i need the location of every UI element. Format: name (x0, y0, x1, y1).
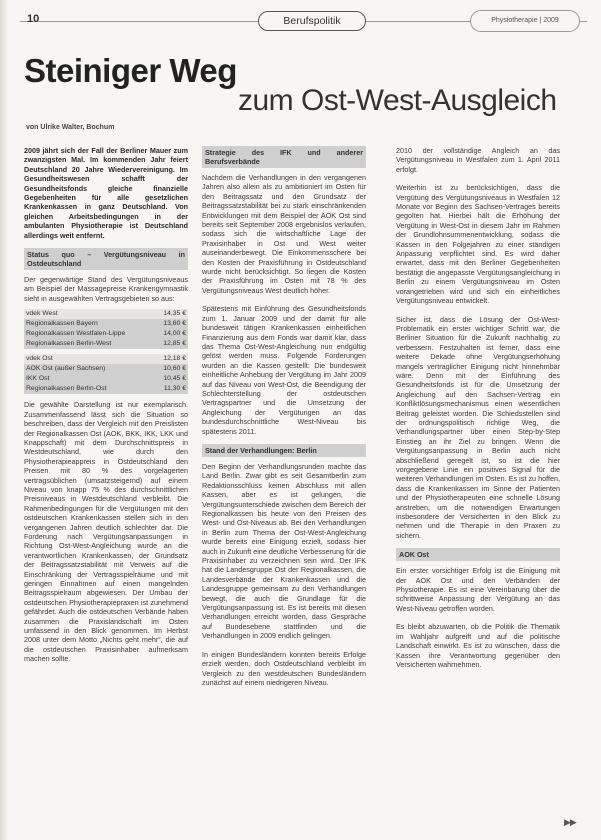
price-table-value: 14,35 € (154, 309, 188, 319)
price-table-label: IKK Ost (24, 374, 154, 384)
price-table-label: Regionalkassen Berlin-West (24, 339, 154, 349)
price-table-value: 12,85 € (154, 339, 188, 349)
price-table-row (24, 364, 188, 374)
paragraph: In einigen Bundesländern konnten bereits Erfolge erzielt werden, doch Ostdeutschland verbleibt im Vergleich zu den westdeutschen Bundesländern zunächst auf einem niedrigeren Niveau. (202, 649, 366, 687)
price-table-row (24, 309, 188, 319)
column-2 (202, 146, 366, 687)
subheading-aok-ost: AOK Ost (396, 548, 560, 561)
lead-paragraph: 2009 jährt sich der Fall der Berliner Mauer zum zwanzigsten Mal. Im kommenden Jahr feiert Deutschland 20 Jahre Wiedervereinigung. Im Gesundheitswesen schafft der Gesundheitsfonds gleiche finanzielle Gegebenheiten für alle gesetzlichen Krankenkassen in ganz Deutschland. Von gleichen Arbeitsbedingungen in der ambulanten Physiotherapie ist Deutschland allerdings weit entfernt. (24, 146, 188, 240)
price-table-label: vdek West (24, 309, 154, 319)
page-number: 10 (27, 13, 40, 25)
price-table-label: Regionalkassen Berlin-Ost (24, 384, 154, 394)
price-table-label: AOK Ost (außer Sachsen) (24, 364, 154, 374)
article-author: von Ulrike Walter, Bochum (26, 124, 115, 131)
price-table-row (24, 374, 188, 384)
paragraph: 2010 der vollständige Angleich an das Vergütungsniveau in Westfalen zum 1. April 2011 erfolgt. (396, 146, 560, 174)
paragraph: Der gegenwärtige Stand des Vergütungsniveaus am Beispiel der Massagepreise Krankengymnastik sieht in ausgewählten Vertragsgebieten so aus: (24, 275, 188, 303)
continue-arrows-icon: ▶▶ (564, 817, 576, 827)
paragraph: Ein erster vorsichtiger Erfolg ist die Einigung mit der AOK Ost und den Verbänden der Physiotherapie. Es ist eine Vereinbarung über die schrittweise Anpassung der Vergütung an das West-Niveau getroffen worden. (396, 566, 560, 613)
magazine-label: Physiotherapie | 2009 (470, 10, 580, 32)
paragraph: Die gewählte Darstellung ist nur exemplarisch. Zusammenfassend lässt sich die Situation so beschreiben, dass der Vergleich mit den Preislisten der Regionalkassen Ost (AOK, BKK, IKK, LKK und Knappschaft) mit dem Durchschnittspreis in Westdeutschland, wie durch den Physiotherapieappreis in Ostdeutschland den Preisen mit 80 % des vorgelagerten vertragsüblichen (umsatzsteigernd) auf einem Niveau von knapp 75 % des durchschnittlichen Preisniveaus in Westdeutschland verbleibt. Die Rahmenbedingungen für die Vergütungen mit den ostdeutschen Krankenkassen stellen sich in den vergangenen Jahren deutlich schlechter dar. Die Forderung nach Vergütungsanpassungen in Richtung Ost-West-Angleichung wurde an die verantwortlichen Krankenkassen, der Grundsatz der Beitragssatzstabilität mit Verweis auf die Einschränkung der Vertragsspielräume und mit geringen Einnahmen auf einen mangelnden Beitragsspielraum abgewiesen. Der Umbau der ostdeutschen Physiotherapiepraxen ist zunehmend gefährdet. Auch die ostdeutschen Verbände haben zusammen die Praxislandschaft im Osten umfassend in den Blick genommen. Im Herbst 2008 unter dem Motto „Nichts geht mehr“, die auf die ostdeutschen Praxisinhaber aufmerksam machen sollte. (24, 400, 188, 664)
price-table-value: 13,60 € (154, 319, 188, 329)
price-table-value: 10,60 € (154, 364, 188, 374)
price-table-label: Regionalkassen Westfalen-Lippe (24, 329, 154, 339)
paragraph: Weiterhin ist zu berücksichtigen, dass die Vergütung des Vergütungsniveaus in Westfalen 12 Monate vor Beginn des Sachsen-Vertrages bereits gegolten hat. Hierbei hält die Erhöhung der Vergütung in West-Ost in diesem Jahr im Rahmen der Grundlohnsummenentwicklung, sodass die Kassen in den Folgejahren zu einer ständigen Anpassung verpflichtet sind. Es wird daher erwartet, dass mit den Berliner Gegebenheiten bestätigt die angepasste Vergütungsangleichung in Berlin zu einem Vergütungsniveau im Osten vorangetrieben wird und sich ein einheitliches Vergütungsniveau entwickelt. (396, 183, 560, 306)
price-table-value: 12,18 € (154, 354, 188, 364)
subheading-status-quo: Status quo – Vergütungsniveau in Ostdeutschland (24, 248, 188, 270)
article-title-line2: zum Ost-West-Ausgleich (238, 84, 557, 117)
section-label: Berufspolitik (258, 11, 366, 31)
paragraph: Spätestens mit Einführung des Gesundheitsfonds zum 1. Januar 2009 und der damit für alle bundesweit tätigen Krankenkassen einheitlichen Finanzierung aus dem Fonds war damit klar, dass das Thema Ost-West-Angleichung nun endgültig gelöst werden muss. Folgende Forderungen wurden an die Kassen gestellt: Die bundesweit einheitliche Anhebung der Vergütung im Jahr 2009 auf das Niveau von West-Ost, die Beendigung der Schlechterstellung der ostdeutschen Vertragspartner und die Umsetzung der Angleichung der Vergütungen an das bundesdurchschnittliche West-Niveau bis spätestens 2011. (202, 304, 366, 436)
subheading-strategy: Strategie des IFK und anderer Berufsverbände (202, 146, 366, 168)
price-table-value: 11,30 € (154, 384, 188, 394)
price-table-row (24, 354, 188, 364)
price-table (24, 309, 188, 394)
price-table-row (24, 319, 188, 329)
subheading-berlin: Stand der Verhandlungen: Berlin (202, 444, 366, 457)
price-table-row (24, 339, 188, 349)
price-table-row (24, 329, 188, 339)
price-table-value: 10,45 € (154, 374, 188, 384)
paragraph: Es bleibt abzuwarten, ob die Politik die Thematik im Wahljahr aufgreift und auf die politische Landschaft einwirkt. Es ist zu wünschen, dass die Kassen ihre Verantwortung gegenüber den Versicherten wahrnehmen. (396, 622, 560, 669)
paragraph: Den Beginn der Verhandlungsrunden machte das Land Berlin. Zwar gibt es seit Gesamtberlin zum Redaktionsschluss keinen Abschluss mit allen Kassen, aber es ist gelungen, die Vergütungsunterschiede zwischen dem Bereich der Regionalkassen bis heute von den Preisen des West- und Ost-Niveaus ab. Bei den Verhandlungen in Berlin zum Thema der Ost-West-Angleichung wurde bereits eine Einigung erzielt, sodass hier auch in Zukunft eine deutliche Verbesserung für die Praxisinhaber zu verzeichnen sein wird. Der IFK hat die Landesgruppe Ost der Regionalkassen, die Landesverbände der Krankenkassen und die Landesgruppe gemeinsam zu den Verhandlungen bewegt, die auch die Grundlage für die Vergütungsanpassung ist. Es ist bereits mit diesen Verhandlungen erreicht worden, dass Gespräche auf Bundesebene stattfinden und die Verhandlungen in 2009 endlich gelingen. (202, 461, 366, 641)
paragraph: Nachdem die Verhandlungen in den vergangenen Jahren also allein als zu ambitioniert im Osten für den Beitragssatz und den Grundsatz der Beitragssatzstabilität bei zu stark einschränkenden Entwicklungen mit dem Beispiel der AOK Ost sind bereits seit September 2008 ergebnislos verlaufen, sodass sich die wirtschaftliche Lage der Praxisinhaber in Ost und West weiter auseinanderbewegt. Die Einkommensschere bei den Kosten der Praxisführung in Ostdeutschland wurde nicht berücksichtigt. So liegen die Kosten der Praxisführung im Osten mit 78 % des Vergütungsniveaus West deutlich höher. (202, 173, 366, 295)
column-1 (24, 146, 188, 664)
price-table-value: 14,00 € (154, 329, 188, 339)
price-table-label: Regionalkassen Bayern (24, 319, 154, 329)
column-3 (396, 146, 560, 669)
paragraph: Sicher ist, dass die Lösung der Ost-West-Problematik ein erster wichtiger Schritt war, die Berliner Situation für die Zukunft nachhaltig zu verbessern. Festzuhalten ist ferner, dass eine weitere Dekade ohne Vergütungserhöhung mangels vertraglicher Einigung nicht hinnehmbar wäre. Denn mit der Einführung des Gesundheitsfonds ist für die Umsetzung der Angleichung auf den Sachsen-Vertrag ein Konfliktlösungsmechanismus einen wesentlichen Beitrag geleistet worden. Die Schiedsstellen sind der ordnungspolitisch richtige Weg, die Verhandlungspartner über einen Step-by-Step Einstieg an ihr Ziel zu bringen. Wenn die Vergütungsanpassung in Berlin auch nicht abschließend geregelt ist, so ist die hier vorgegebene Linie ein positives Signal für die weiteren Verhandlungen im Osten. Es ist zu hoffen, dass die Krankenkassen im Sinne der Patienten und der Physiotherapeuten eine schnelle Lösung anstreben, um die notwendigen Erwartungen insbesondere der Versicherten in den Blick zu nehmen und die Therapie in den Praxen zu sichern. (396, 314, 560, 540)
article-title-line1: Steiniger Weg (24, 52, 237, 89)
price-table-row (24, 384, 188, 394)
page-gutter-shadow (0, 0, 8, 840)
price-table-label: vdek Ost (24, 354, 154, 364)
